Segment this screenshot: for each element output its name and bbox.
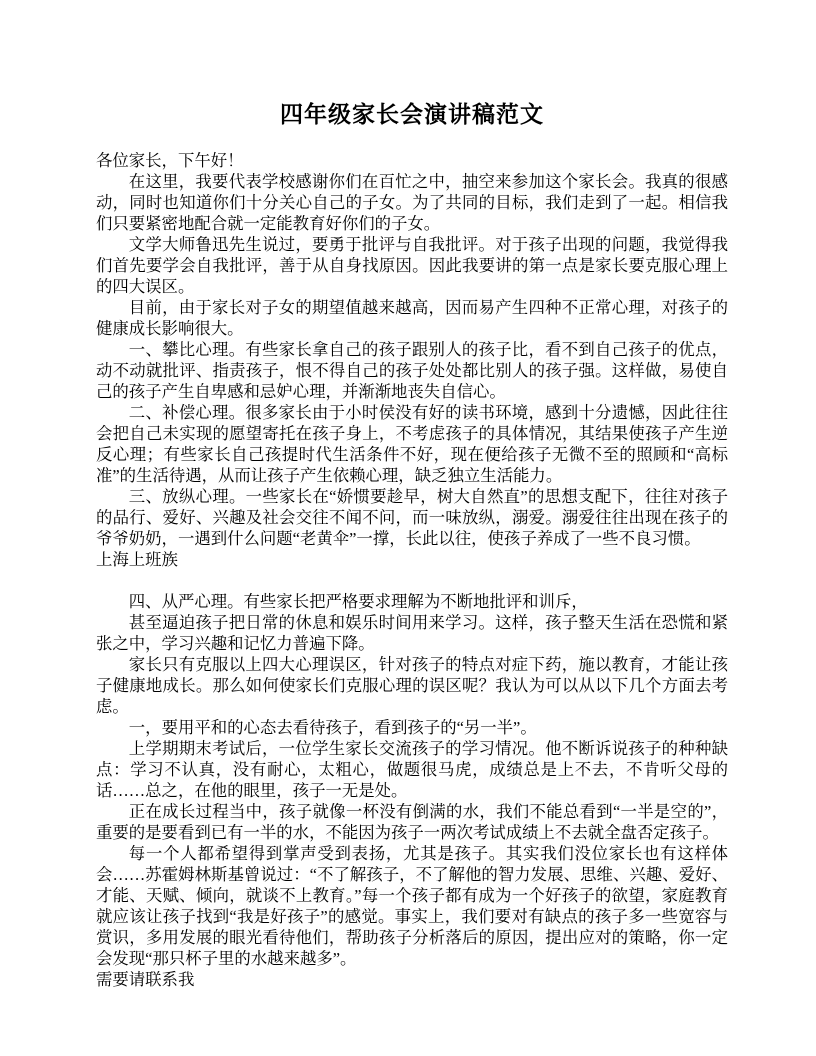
paragraph: 四、从严心理。有些家长把严格要求理解为不断地批评和训斥， [128, 592, 588, 611]
paragraph: 甚至逼迫孩子把日常的休息和娱乐时间用来学习。这样，孩子整天生活在恐慌和紧张之中，学习兴趣和记忆力普遍下降。 [96, 613, 728, 653]
paragraph: 在这里，我要代表学校感谢你们在百忙之中，抽空来参加这个家长会。我真的很感动，同时也知道你们十分关心自己的子女。为了共同的目标，我们走到了一起。相信我们只要紧密地配合就一定能教育好你们的子女。 [96, 172, 728, 233]
paragraph: 家长只有克服以上四大心理误区，针对孩子的特点对症下药，施以教育，才能让孩子健康地成长。那么如何使家长们克服心理的误区呢？我认为可以从以下几个方面去考虑。 [96, 655, 728, 716]
paragraph: 文学大师鲁迅先生说过，要勇于批评与自我批评。对于孩子出现的问题，我觉得我们首先要学会自我批评，善于从自身找原因。因此我要讲的第一点是家长要克服心理上的四大误区。 [96, 235, 728, 296]
paragraph: 各位家长，下午好！ [96, 151, 244, 170]
paragraph: 上海上班族 [96, 550, 178, 569]
paragraph: 三、放纵心理。一些家长在“娇惯要趁早，树大自然直”的思想支配下，往往对孩子的品行、爱好、兴趣及社会交往不闻不问，而一味放纵，溺爱。溺爱往往出现在孩子的爷爷奶奶，一遇到什么问题“老黄伞”一撑，长此以往，使孩子养成了一些不良习惯。 [96, 487, 728, 548]
paragraph: 一，要用平和的心态去看待孩子，看到孩子的“另一半”。 [128, 718, 537, 737]
paragraph: 正在成长过程当中，孩子就像一杯没有倒满的水，我们不能总看到“一半是空的”，重要的是要看到已有一半的水，不能因为孩子一两次考试成绩上不去就全盘否定孩子。 [96, 802, 728, 842]
paragraph: 二、补偿心理。很多家长由于小时侯没有好的读书环境，感到十分遗憾，因此往往会把自己未实现的愿望寄托在孩子身上，不考虑孩子的具体情况，其结果使孩子产生逆反心理；有些家长自己孩提时代生活条件不好，现在便给孩子无微不至的照顾和“高标准”的生活待遇，从而让孩子产生依赖心理，缺乏独立生活能力。 [96, 403, 728, 485]
paragraph: 一、攀比心理。有些家长拿自己的孩子跟别人的孩子比，看不到自己孩子的优点，动不动就批评、指责孩子，恨不得自己的孩子处处都比别人的孩子强。这样做，易使自己的孩子产生自卑感和忌妒心理，并渐渐地丧失自信心。 [96, 340, 728, 401]
paragraph: 每一个人都希望得到掌声受到表扬，尤其是孩子。其实我们没位家长也有这样体会……苏霍姆林斯基曾说过：“不了解孩子，不了解他的智力发展、思维、兴趣、爱好、才能、天赋、倾向，就谈不上教育。”每一个孩子都有成为一个好孩子的欲望，家庭教育就应该让孩子找到“我是好孩子”的感觉。事实上，我们要对有缺点的孩子多一些宽容与赏识，多用发展的眼光看待他们，帮助孩子分析落后的原因，提出应对的策略，你一定会发现“那只杯子里的水越来越多”。 [96, 844, 728, 968]
document-title: 四年级家长会演讲稿范文 [280, 102, 544, 127]
document-body [96, 150, 728, 990]
paragraph: 目前，由于家长对子女的期望值越来越高，因而易产生四种不正常心理，对孩子的健康成长影响很大。 [96, 298, 728, 338]
paragraph: 上学期期末考试后，一位学生家长交流孩子的学习情况。他不断诉说孩子的种种缺点：学习不认真，没有耐心，太粗心，做题很马虎，成绩总是上不去，不肯听父母的话……总之，在他的眼里，孩子一无是处。 [96, 739, 728, 800]
paragraph [96, 570, 728, 591]
paragraph: 需要请联系我 [96, 970, 195, 989]
